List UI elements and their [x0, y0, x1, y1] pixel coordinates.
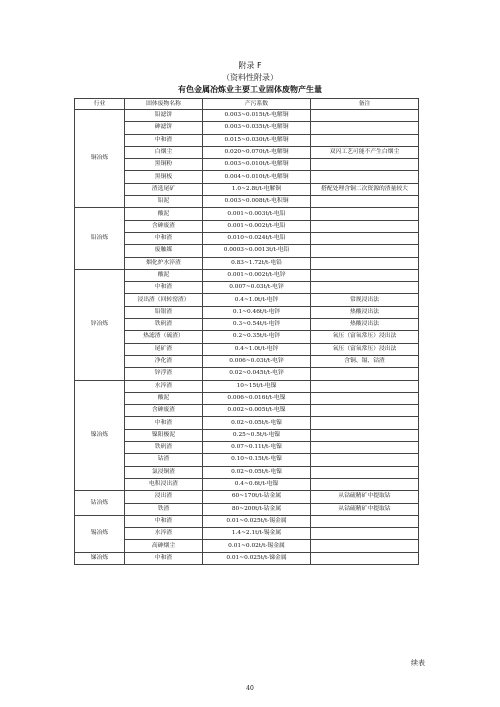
coefficient-cell: 0.006~0.03t/t-电锌 — [203, 355, 311, 367]
note-cell — [311, 540, 419, 552]
coefficient-cell: 0.006~0.016t/t-电镍 — [203, 392, 311, 404]
table-row — [75, 146, 419, 158]
waste-name-cell: 铅泥 — [125, 196, 203, 208]
note-cell — [311, 454, 419, 466]
coefficient-cell: 0.003~0.015t/t-电解铜 — [203, 110, 311, 122]
coefficient-cell: 0.01~0.02t/t-锡金属 — [203, 540, 311, 552]
waste-name-cell: 浸出渣 — [125, 491, 203, 503]
note-cell — [311, 442, 419, 454]
coefficient-cell: 0.25~0.5t/t-电镍 — [203, 429, 311, 441]
waste-name-cell: 黑铜板 — [125, 171, 203, 183]
waste-name-cell: 烟化炉水淬渣 — [125, 257, 203, 269]
coefficient-cell: 0.1~0.46t/t-电锌 — [203, 306, 311, 318]
coefficient-cell: 0.0003~0.0013t/t-电铅 — [203, 245, 311, 257]
waste-name-cell: 中和渣 — [125, 232, 203, 244]
note-cell — [311, 417, 419, 429]
waste-name-cell: 白烟尘 — [125, 146, 203, 158]
table-row — [75, 392, 419, 404]
note-cell — [311, 478, 419, 490]
coefficient-cell: 0.4~1.0t/t-电锌 — [203, 343, 311, 355]
coefficient-cell: 0.001~0.002t/t-电锌 — [203, 269, 311, 281]
note-cell: 含铜、镉、钴渣 — [311, 355, 419, 367]
table-row — [75, 417, 419, 429]
table-row — [75, 380, 419, 392]
coefficient-cell: 0.010~0.024t/t-电铅 — [203, 232, 311, 244]
table-row — [75, 134, 419, 146]
coefficient-cell: 0.4~0.6t/t-电镍 — [203, 478, 311, 490]
note-cell — [311, 515, 419, 527]
waste-name-cell: 含砷废渣 — [125, 220, 203, 232]
waste-name-cell: 高砷烟尘 — [125, 540, 203, 552]
coefficient-cell: 0.02~0.05t/t-电镍 — [203, 417, 311, 429]
table-row — [75, 159, 419, 171]
table-row — [75, 269, 419, 281]
table-row — [75, 528, 419, 540]
note-cell: 从钴硫精矿中提取钴 — [311, 491, 419, 503]
table-row — [75, 294, 419, 306]
coefficient-cell: 0.003~0.035t/t-电解铜 — [203, 122, 311, 134]
waste-name-cell: 酸泥 — [125, 269, 203, 281]
note-cell: 氧压（富氧常压）浸出法 — [311, 343, 419, 355]
industry-cell: 镍冶炼 — [75, 380, 125, 491]
coefficient-cell: 0.3~0.54t/t-电锌 — [203, 319, 311, 331]
table-row — [75, 478, 419, 490]
industry-cell: 铜冶炼 — [75, 110, 125, 208]
table-row — [75, 232, 419, 244]
industry-cell: 锑冶炼 — [75, 552, 125, 564]
appendix-label: 附录 F — [238, 61, 262, 70]
note-cell — [311, 245, 419, 257]
note-cell — [311, 269, 419, 281]
coefficient-cell: 10~15t/t-电镍 — [203, 380, 311, 392]
note-cell — [311, 220, 419, 232]
note-cell — [311, 552, 419, 564]
coefficient-cell: 0.015~0.030t/t-电解铜 — [203, 134, 311, 146]
table-row — [75, 491, 419, 503]
waste-name-cell: 尾矿渣 — [125, 343, 203, 355]
table-row — [75, 368, 419, 380]
waste-name-cell: 铁渣 — [125, 503, 203, 515]
header-waste-name: 固体废物名称 — [125, 99, 203, 110]
coefficient-cell: 80~200t/t-钴金属 — [203, 503, 311, 515]
coefficient-cell: 0.83~1.72t/t-电铅 — [203, 257, 311, 269]
waste-name-cell: 废触媒 — [125, 245, 203, 257]
waste-name-cell: 中和渣 — [125, 282, 203, 294]
industry-cell: 锡冶炼 — [75, 515, 125, 552]
coefficient-cell: 0.10~0.15t/t-电镍 — [203, 454, 311, 466]
table-row — [75, 515, 419, 527]
table-row — [75, 196, 419, 208]
waste-name-cell: 热滤渣（硫渣） — [125, 331, 203, 343]
coefficient-cell: 0.4~1.0t/t-电锌 — [203, 294, 311, 306]
waste-name-cell: 铅滤饼 — [125, 110, 203, 122]
waste-name-cell: 中和渣 — [125, 134, 203, 146]
appendix-type: （资料性附录） — [222, 73, 278, 82]
coefficient-cell: 1.0~2.8t/t-电解铜 — [203, 183, 311, 195]
waste-name-cell: 钴渣 — [125, 454, 203, 466]
coefficient-cell: 0.01~0.025t/t-锡金属 — [203, 515, 311, 527]
coefficient-cell: 0.004~0.010t/t-电解铜 — [203, 171, 311, 183]
waste-name-cell: 铁矾渣 — [125, 319, 203, 331]
table-row — [75, 208, 419, 220]
table-row — [75, 405, 419, 417]
note-cell: 热酸浸出法 — [311, 306, 419, 318]
coefficient-cell: 0.001~0.003t/t-电铅 — [203, 208, 311, 220]
table-row — [75, 343, 419, 355]
coefficient-cell: 1.4~2.1t/t-锡金属 — [203, 528, 311, 540]
table-row — [75, 552, 419, 564]
table-row — [75, 540, 419, 552]
table-header-row — [75, 99, 419, 110]
waste-name-cell: 黑铜粉 — [125, 159, 203, 171]
note-cell: 热酸浸出法 — [311, 319, 419, 331]
table-title: 有色金属冶炼业主要工业固体废物产生量 — [178, 85, 322, 94]
coefficient-cell: 0.001~0.002t/t-电铅 — [203, 220, 311, 232]
table-row — [75, 429, 419, 441]
waste-name-cell: 渣选尾矿 — [125, 183, 203, 195]
note-cell — [311, 232, 419, 244]
table-row — [75, 331, 419, 343]
note-cell — [311, 282, 419, 294]
note-cell — [311, 466, 419, 478]
coefficient-cell: 0.007~0.03t/t-电锌 — [203, 282, 311, 294]
waste-name-cell: 水淬渣 — [125, 380, 203, 392]
note-cell — [311, 257, 419, 269]
coefficient-cell: 0.003~0.008t/t-电积铜 — [203, 196, 311, 208]
header-coefficient: 产污系数 — [203, 99, 311, 110]
industry-cell: 锌冶炼 — [75, 269, 125, 380]
coefficient-cell: 0.2~0.35t/t-电锌 — [203, 331, 311, 343]
table-row — [75, 306, 419, 318]
header-industry: 行业 — [75, 99, 125, 110]
waste-name-cell: 铅银渣 — [125, 306, 203, 318]
coefficient-cell: 0.02~0.045t/t-电锌 — [203, 368, 311, 380]
note-cell: 搭配处理含铜二次资源的渣量较大 — [311, 183, 419, 195]
waste-name-cell: 净化渣 — [125, 355, 203, 367]
table-body — [75, 110, 419, 565]
waste-name-cell: 砷滤饼 — [125, 122, 203, 134]
waste-name-cell: 中和渣 — [125, 417, 203, 429]
table-row — [75, 466, 419, 478]
table-row — [75, 454, 419, 466]
waste-table — [74, 98, 419, 565]
note-cell — [311, 208, 419, 220]
table-row — [75, 257, 419, 269]
page-number: 40 — [246, 685, 254, 692]
waste-name-cell: 铁矾渣 — [125, 442, 203, 454]
coefficient-cell: 0.01~0.025t/t-锑金属 — [203, 552, 311, 564]
note-cell — [311, 392, 419, 404]
note-cell: 双闪工艺可能不产生白烟尘 — [311, 146, 419, 158]
waste-name-cell: 中和渣 — [125, 515, 203, 527]
waste-name-cell: 酸泥 — [125, 392, 203, 404]
table-row — [75, 110, 419, 122]
coefficient-cell: 60~170t/t-钴金属 — [203, 491, 311, 503]
note-cell — [311, 380, 419, 392]
waste-name-cell: 浸出渣（回转窑渣） — [125, 294, 203, 306]
header-note: 备注 — [311, 99, 419, 110]
table-row — [75, 171, 419, 183]
table-row — [75, 442, 419, 454]
note-cell — [311, 368, 419, 380]
note-cell — [311, 429, 419, 441]
note-cell — [311, 528, 419, 540]
coefficient-cell: 0.003~0.010t/t-电解铜 — [203, 159, 311, 171]
note-cell — [311, 122, 419, 134]
waste-name-cell: 镍阳极泥 — [125, 429, 203, 441]
table-row — [75, 183, 419, 195]
table-row — [75, 355, 419, 367]
table-row — [75, 282, 419, 294]
waste-name-cell: 氯浸铜渣 — [125, 466, 203, 478]
coefficient-cell: 0.002~0.005t/t-电镍 — [203, 405, 311, 417]
note-cell — [311, 159, 419, 171]
note-cell: 常规浸出法 — [311, 294, 419, 306]
note-cell — [311, 171, 419, 183]
note-cell — [311, 405, 419, 417]
table-row — [75, 503, 419, 515]
waste-name-cell: 锌浮渣 — [125, 368, 203, 380]
table-row — [75, 220, 419, 232]
note-cell: 从钴硫精矿中提取钴 — [311, 503, 419, 515]
coefficient-cell: 0.020~0.070t/t-电解铜 — [203, 146, 311, 158]
table-row — [75, 319, 419, 331]
table-row — [75, 245, 419, 257]
coefficient-cell: 0.07~0.11t/t-电镍 — [203, 442, 311, 454]
coefficient-cell: 0.02~0.05t/t-电镍 — [203, 466, 311, 478]
note-cell — [311, 196, 419, 208]
table-row — [75, 122, 419, 134]
waste-name-cell: 中和渣 — [125, 552, 203, 564]
note-cell — [311, 110, 419, 122]
waste-name-cell: 酸泥 — [125, 208, 203, 220]
waste-name-cell: 水淬渣 — [125, 528, 203, 540]
continued-label: 续表 — [411, 659, 425, 667]
note-cell — [311, 134, 419, 146]
waste-name-cell: 电积浸出渣 — [125, 478, 203, 490]
waste-name-cell: 含砷废渣 — [125, 405, 203, 417]
note-cell: 氧压（富氧常压）浸出法 — [311, 331, 419, 343]
industry-cell: 铅冶炼 — [75, 208, 125, 269]
industry-cell: 钴冶炼 — [75, 491, 125, 516]
